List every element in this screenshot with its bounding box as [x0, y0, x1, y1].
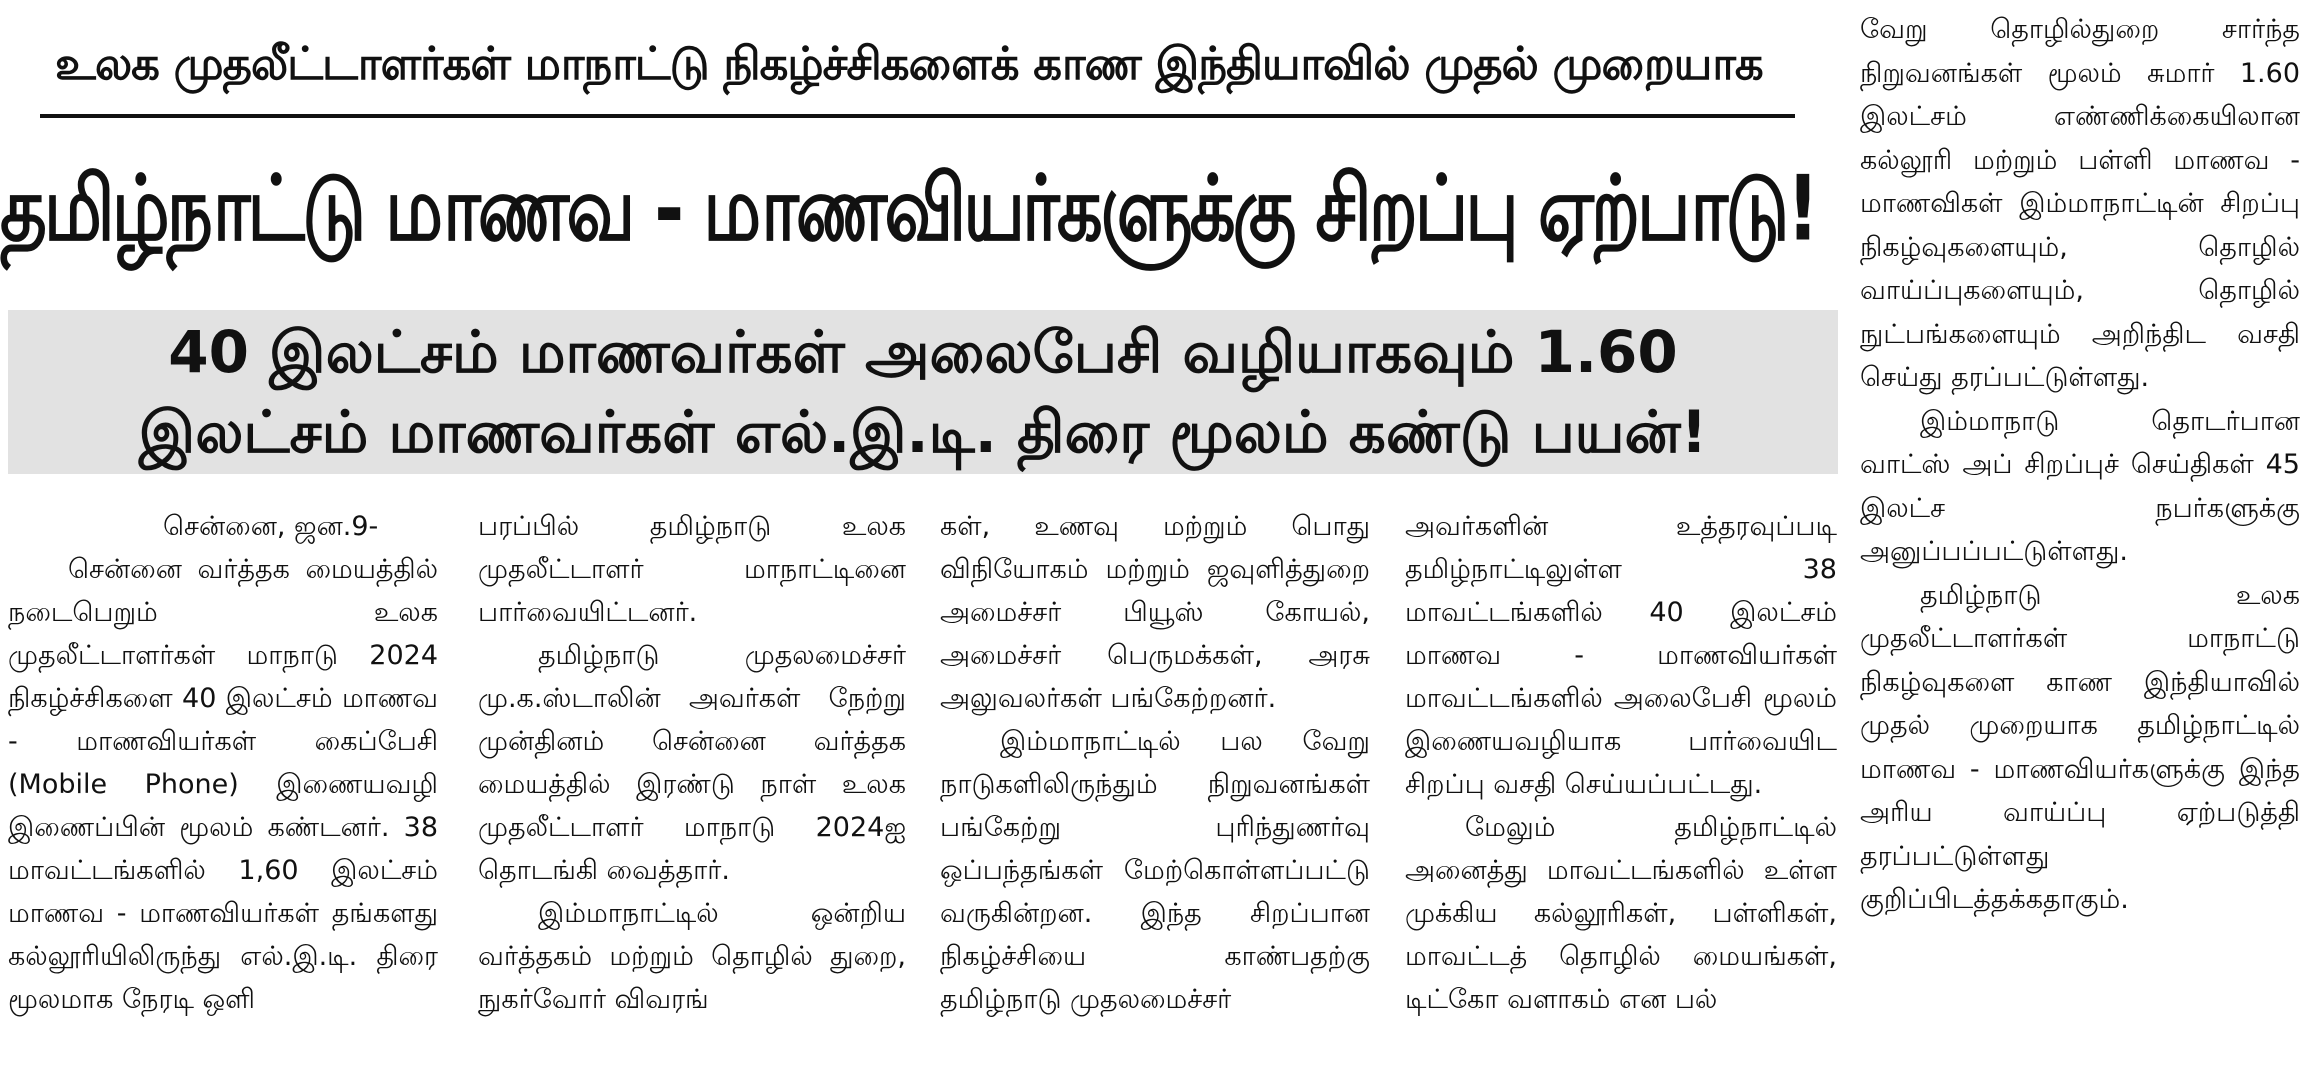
article-column-1	[8, 505, 438, 1080]
kicker-headline: உலக முதலீட்டாளர்கள் மாநாட்டு நிகழ்ச்சிகளைக் காண இந்தியாவில் முதல் முறையாக	[55, 37, 1763, 90]
article-column-3	[940, 505, 1370, 1080]
article-column-5	[1860, 8, 2300, 1083]
body-paragraph: சென்னை வர்த்தக மையத்தில் நடைபெறும் உலக முதலீட்டாளர்கள் மாநாடு 2024 நிகழ்ச்சிகளை 40 இலட்சம் மாணவ - மாணவியர்கள் கைப்பேசி (Mobile Phone) இணையவழி இணைப்பின் மூலம் கண்டனர். 38 மாவட்டங்களில் 1,60 இலட்சம் மாணவ - மாணவியர்கள் தங்களது கல்லூரியிலிருந்து எல்.இ.டி. திரை மூலமாக நேரடி ஒளி	[8, 554, 438, 1015]
body-paragraph: இம்மாநாட்டில் பல வேறு நாடுகளிலிருந்தும் நிறுவனங்கள் பங்கேற்று புரிந்துணர்வு ஒப்பந்தங்கள் மேற்கொள்ளப்பட்டு வருகின்றன. இந்த சிறப்பான நிகழ்ச்சியை காண்பதற்கு தமிழ்நாடு முதலமைச்சர்	[940, 726, 1370, 1015]
body-paragraph: இம்மாநாட்டில் ஒன்றிய வர்த்தகம் மற்றும் தொழில் துறை, நுகர்வோர் விவரங்	[478, 898, 906, 1015]
body-paragraph: வேறு தொழில்துறை சார்ந்த நிறுவனங்கள் மூலம் சுமார் 1.60 இலட்சம் எண்ணிக்கையிலான கல்லூரி மற்றும் பள்ளி மாணவ - மாணவிகள் இம்மாநாட்டின் சிறப்பு நிகழ்வுகளையும், தொழில் வாய்ப்புகளையும், தொழில் நுட்பங்களையும் அறிந்திட வசதி செய்து தரப்பட்டுள்ளது.	[1860, 14, 2300, 393]
body-paragraph: பரப்பில் தமிழ்நாடு உலக முதலீட்டாளர் மாநாட்டினை பார்வையிட்டனர்.	[478, 511, 906, 628]
body-paragraph: இம்மாநாடு தொடர்பான வாட்ஸ் அப் சிறப்புச் செய்திகள் 45 இலட்ச நபர்களுக்கு அனுப்பப்பட்டுள்ளது.	[1860, 405, 2300, 567]
body-paragraph: மேலும் தமிழ்நாட்டில் அனைத்து மாவட்டங்களில் உள்ள முக்கிய கல்லூரிகள், பள்ளிகள், மாவட்டத் தொழில் மையங்கள், டிட்கோ வளாகம் என பல்	[1405, 812, 1837, 1015]
body-paragraph: தமிழ்நாடு உலக முதலீட்டாளர்கள் மாநாட்டு நிகழ்வுகளை காண இந்தியாவில் முதல் முறையாக தமிழ்நாட்டில் மாணவ - மாணவியர்களுக்கு இந்த அரிய வாய்ப்பு ஏற்படுத்தி தரப்பட்டுள்ளது குறிப்பிடத்தக்கதாகும்.	[1860, 579, 2300, 915]
subheadline-box	[8, 310, 1838, 474]
main-headline: தமிழ்நாட்டு மாணவ - மாணவியர்களுக்கு சிறப்பு ஏற்பாடு!	[0, 155, 1817, 261]
dateline: சென்னை, ஜன.9-	[163, 511, 379, 542]
article-column-2	[478, 505, 906, 1080]
body-paragraph: கள், உணவு மற்றும் பொது விநியோகம் மற்றும் ஜவுளித்துறை அமைச்சர் பியூஸ் கோயல், அமைச்சர் பெருமக்கள், அரசு அலுவலர்கள் பங்கேற்றனர்.	[940, 511, 1370, 714]
body-paragraph: அவர்களின் உத்தரவுப்படி தமிழ்நாட்டிலுள்ள 38 மாவட்டங்களில் 40 இலட்சம் மாணவ - மாணவியர்கள் மாவட்டங்களில் அலைபேசி மூலம் இணையவழியாக பார்வையிட சிறப்பு வசதி செய்யப்பட்டது.	[1405, 511, 1837, 800]
body-paragraph: தமிழ்நாடு முதலமைச்சர் மு.க.ஸ்டாலின் அவர்கள் நேற்று முன்தினம் சென்னை வர்த்தக மையத்தில் இரண்டு நாள் உலக முதலீட்டாளர் மாநாடு 2024ஐ தொடங்கி வைத்தார்.	[478, 640, 906, 886]
subheadline-line-1: 40 இலட்சம் மாணவர்கள் அலைபேசி வழியாகவும் 1.60	[168, 318, 1678, 386]
article-column-4	[1405, 505, 1837, 1080]
subheadline-line-2: இலட்சம் மாணவர்கள் எல்.இ.டி. திரை மூலம் கண்டு பயன்!	[138, 398, 1708, 466]
